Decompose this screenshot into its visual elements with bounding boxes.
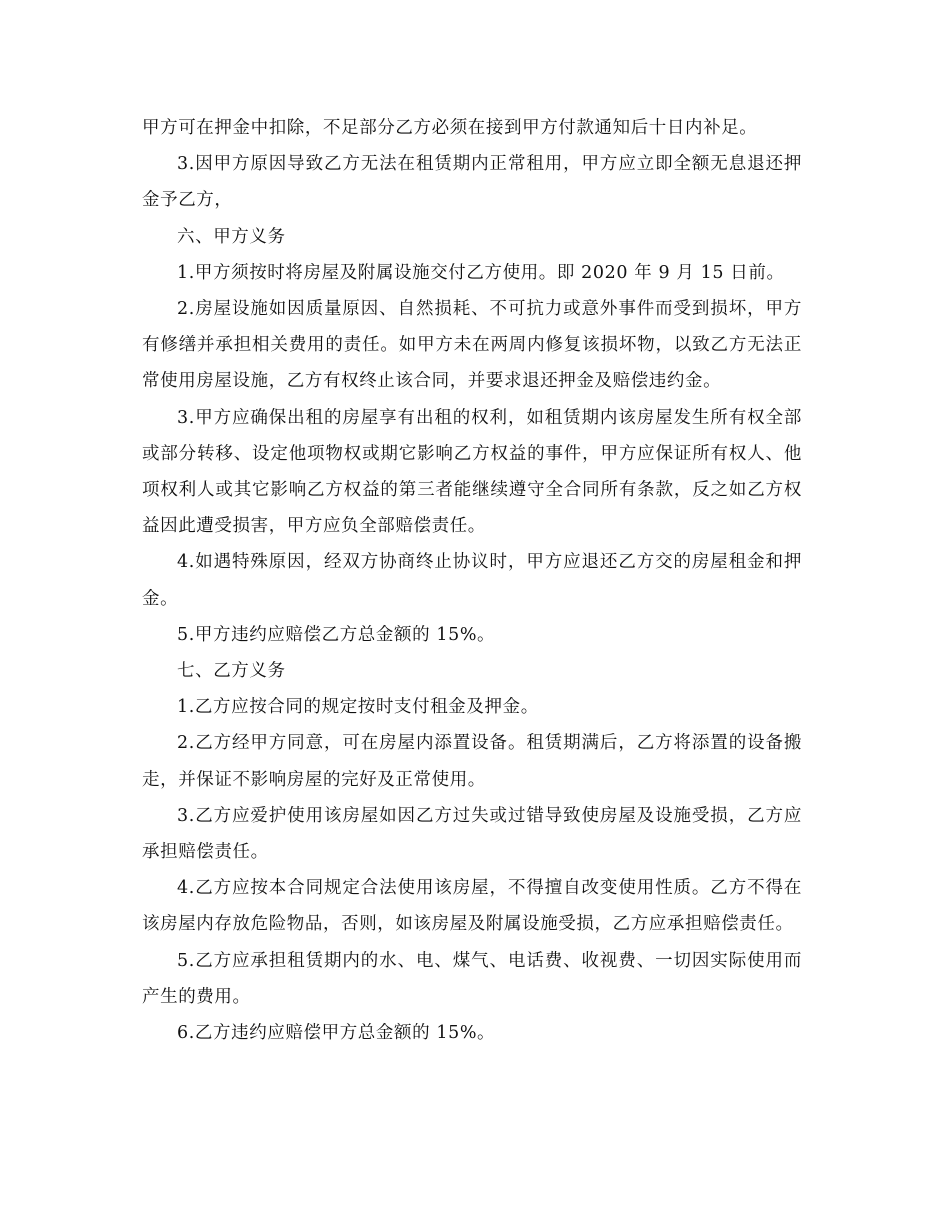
paragraph-clause-6-1: 1.甲方须按时将房屋及附属设施交付乙方使用。即 2020 年 9 月 15 日前。 (177, 262, 785, 283)
paragraph-clause-7-5: 5.乙方应承担租赁期内的水、电、煤气、电话费、收视费、一切因实际使用而产生的费用。 (142, 950, 802, 1007)
paragraph-clause-7-2: 2.乙方经甲方同意，可在房屋内添置设备。租赁期满后，乙方将添置的设备搬走，并保证不影响房屋的完好及正常使用。 (142, 733, 802, 790)
paragraph-clause-6-4: 4.如遇特殊原因，经双方协商终止协议时，甲方应退还乙方交的房屋租金和押金。 (142, 552, 802, 609)
paragraph-clause-6-5: 5.甲方违约应赔偿乙方总金额的 15%。 (177, 624, 496, 645)
paragraph-clause-7-1: 1.乙方应按合同的规定按时支付租金及押金。 (177, 697, 539, 718)
document-body (142, 110, 802, 1051)
paragraph-clause-6-3: 3.甲方应确保出租的房屋享有出租的权利，如租赁期内该房屋发生所有权全部或部分转移、设定他项物权或期它影响乙方权益的事件，甲方应保证所有权人、他项权利人或其它影响乙方权益的第三者能继续遵守全合同所有条款，反之如乙方权益因此遭受损害，甲方应负全部赔偿责任。 (142, 407, 802, 537)
paragraph-clause-5-3: 3.因甲方原因导致乙方无法在租赁期内正常租用，甲方应立即全额无息退还押金予乙方， (142, 154, 802, 211)
section-heading-party-b-obligations: 七、乙方义务 (177, 661, 286, 682)
paragraph-clause-7-4: 4.乙方应按本合同规定合法使用该房屋，不得擅自改变使用性质。乙方不得在该房屋内存放危险物品，否则，如该房屋及附属设施受损，乙方应承担赔偿责任。 (142, 878, 802, 935)
paragraph-clause-7-6: 6.乙方违约应赔偿甲方总金额的 15%。 (177, 1023, 496, 1044)
paragraph-clause-6-2: 2.房屋设施如因质量原因、自然损耗、不可抗力或意外事件而受到损坏，甲方有修缮并承担相关费用的责任。如甲方未在两周内修复该损坏物，以致乙方无法正常使用房屋设施，乙方有权终止该合同，并要求退还押金及赔偿违约金。 (142, 299, 802, 392)
section-heading-party-a-obligations: 六、甲方义务 (177, 226, 286, 247)
paragraph-deposit-deduction: 甲方可在押金中扣除，不足部分乙方必须在接到甲方付款通知后十日内补足。 (142, 118, 758, 138)
paragraph-clause-7-3: 3.乙方应爱护使用该房屋如因乙方过失或过错导致使房屋及设施受损，乙方应承担赔偿责任。 (142, 805, 802, 863)
